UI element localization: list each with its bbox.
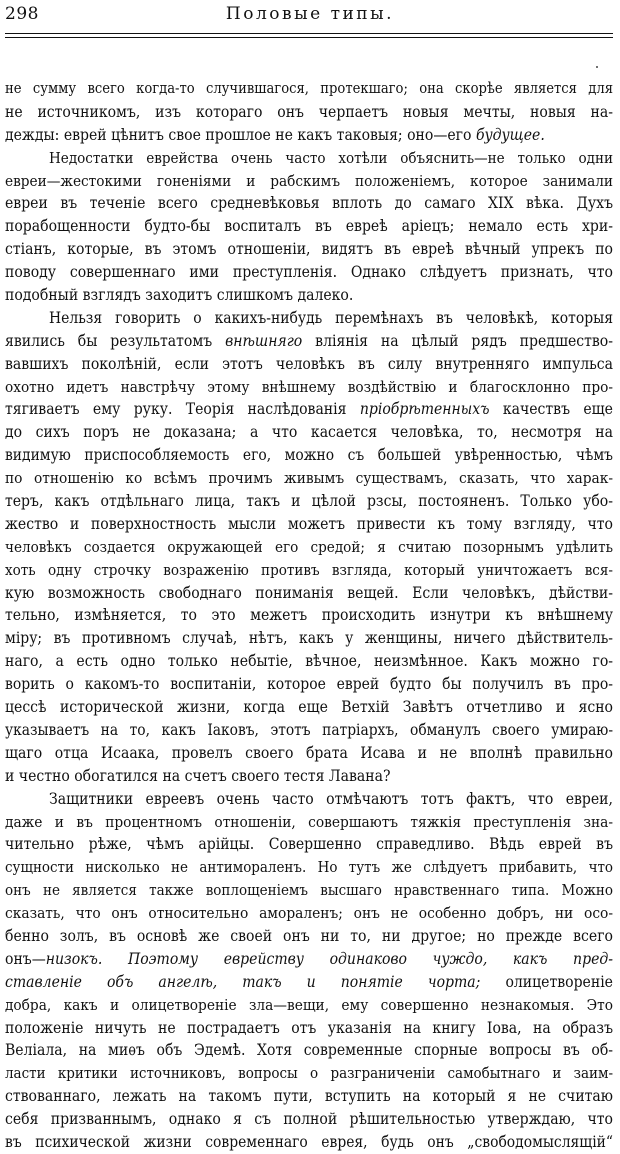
text-line <box>5 124 613 147</box>
speck-mark <box>596 66 598 68</box>
line-text: не сумму всего когда-то случившагося, протекшаго; она скорѣе является для <box>5 80 613 97</box>
running-title: Половые типы. <box>225 4 395 24</box>
text-line <box>5 421 613 444</box>
line-text: указываетъ на то, какъ Іаковъ, этотъ патріархъ, обманулъ своего умираю- <box>5 720 613 739</box>
line-text: наго, а есть одно только небытіе, вѣчное, неизмѣнное. Какъ можно го- <box>5 652 613 671</box>
line-text: вліянія на цѣлый рядъ предшество- <box>302 331 613 350</box>
text-line <box>5 856 613 879</box>
line-text: сказать, что онъ относительно амораленъ; онъ не особенно добръ, ни осо- <box>5 904 613 923</box>
line-text: цессѣ исторической жизни, когда еще Ветхій Завѣтъ отчетливо и ясно <box>5 698 613 717</box>
line-text: охотно идетъ навстрѣчу этому внѣшнему воздѣйствію и благосклонно про- <box>5 377 613 396</box>
line-text: евреи—жестокими гоненіями и рабскимъ положеніемъ, которое занимали <box>5 171 613 190</box>
line-italic: внѣшняго <box>225 331 303 350</box>
line-text: ворить о какомъ-то воспитаніи, которое еврей будто бы получилъ въ про- <box>5 675 613 694</box>
text-line <box>5 811 613 834</box>
line-text: чительно рѣже, чѣмъ арійцы. Совершенно справедливо. Вѣдь еврей въ <box>5 835 613 854</box>
text-line <box>5 353 613 376</box>
text-line <box>5 284 613 307</box>
text-line <box>5 559 613 582</box>
line-text: по отношенію ко всѣмъ прочимъ живымъ существамъ, сказать, что харак- <box>5 469 613 488</box>
text-line <box>5 1131 613 1154</box>
body-text <box>5 78 613 1154</box>
line-text: Нельзя говорить о какихъ-нибудь перемѣнахъ въ человѣкѣ, которыя <box>49 308 613 327</box>
text-line <box>5 170 613 193</box>
text-line <box>5 1039 613 1062</box>
text-line <box>5 101 613 124</box>
text-line <box>5 788 613 811</box>
text-line <box>5 147 613 170</box>
line-text: хоть одну строчку возраженію противъ взгляда, который уничтожаетъ вся- <box>5 560 613 579</box>
line-text: кую возможность свободнаго пониманія вещей. Если человѣкъ, дѣйстви- <box>5 583 613 602</box>
line-text: онъ не является также воплощеніемъ высшаго нравственнаго типа. Можно <box>5 881 613 900</box>
line-text: до сихъ поръ не доказана; а что касается человѣка, то, несмотря на <box>5 423 613 442</box>
text-line <box>5 307 613 330</box>
line-text: и честно обогатился на счетъ своего тестя Лавана? <box>5 766 391 785</box>
line-text: вавшихъ поколѣній, если этотъ человѣкъ въ силу внутренняго импульса <box>5 354 613 373</box>
line-text: себя призваннымъ, однако я съ полной рѣшительностью утверждаю, что <box>5 1110 613 1129</box>
line-text: Защитники евреевъ очень часто отмѣчаютъ тотъ фактъ, что евреи, <box>49 789 613 808</box>
text-line <box>5 398 613 421</box>
line-text: теръ, какъ отдѣльнаго лица, такъ и цѣлой рзсы, постояненъ. Только убо- <box>5 492 613 511</box>
text-line <box>5 78 613 101</box>
line-text: Веліала, на миѳъ объ Эдемѣ. Хотя современные спорные вопросы въ об- <box>5 1041 613 1060</box>
page-header <box>5 4 615 30</box>
text-line <box>5 376 613 399</box>
text-line <box>5 742 613 765</box>
text-line <box>5 444 613 467</box>
line-text: міру; въ противномъ случаѣ, нѣтъ, какъ у женщины, ничего дѣйствитель- <box>5 629 613 648</box>
line-text: Недостатки еврейства очень часто хотѣли объяснить—не только одни <box>49 148 613 167</box>
text-line <box>5 513 613 536</box>
text-line <box>5 261 613 284</box>
text-line <box>5 1085 613 1108</box>
text-line <box>5 1062 613 1085</box>
line-italic: ставленіе объ ангелѣ, такъ и понятіе чорта; <box>5 972 481 991</box>
line-italic: низокъ. Поэтому еврейству одинаково чуждо, какъ пред- <box>45 949 613 968</box>
text-line <box>5 536 613 559</box>
line-text: щаго отца Исаака, провелъ своего брата Исава и не вполнѣ правильно <box>5 743 613 762</box>
line-text: человѣкъ создается окружающей его средой; я считаю позорнымъ удѣлить <box>5 537 613 556</box>
line-text: подобный взглядъ заходитъ слишкомъ далеко. <box>5 286 354 305</box>
line-text: жество и поверхностность мысли можетъ привести къ тому взгляду, что <box>5 514 613 533</box>
text-line <box>5 467 613 490</box>
text-line <box>5 925 613 948</box>
text-line <box>5 604 613 627</box>
text-line <box>5 238 613 261</box>
text-line <box>5 879 613 902</box>
text-line <box>5 215 613 238</box>
text-line <box>5 673 613 696</box>
line-text: качествъ еще <box>489 400 613 419</box>
line-text: стіанъ, которые, въ этомъ отношеніи, видятъ въ евреѣ вѣчный упрекъ по <box>5 240 613 259</box>
line-text: добра, какъ и олицетвореніе зла—вещи, ему совершенно незнакомыя. Это <box>5 995 613 1014</box>
page-number: 298 <box>5 4 39 24</box>
text-line <box>5 490 613 513</box>
line-text: евреи въ теченіе всего средневѣковья вплоть до самаго XIX вѣка. Духъ <box>5 194 613 213</box>
line-text: въ психической жизни современнаго еврея, будь онъ „свободомыслящій“ <box>5 1132 613 1151</box>
line-text: положеніе ничуть не пострадаетъ отъ указанія на книгу Іова, на образъ <box>5 1018 613 1037</box>
line-text: бенно золъ, въ основѣ же своей онъ ни то, ни другое; но прежде всего <box>5 926 613 945</box>
text-line <box>5 627 613 650</box>
line-text: тягиваетъ ему руку. Теорія наслѣдованія <box>5 400 360 419</box>
line-text: даже и въ процентномъ отношеніи, совершаютъ тяжкія преступленія зна- <box>5 812 613 831</box>
line-text: поводу совершеннаго ими преступленія. Однако слѣдуетъ признать, что <box>5 263 613 282</box>
text-line <box>5 330 613 353</box>
line-text: порабощенности будто-бы воспиталъ въ евреѣ аріецъ; немало есть хри- <box>5 217 613 236</box>
text-line <box>5 902 613 925</box>
text-line <box>5 948 613 971</box>
line-italic: пріобрѣтенныхъ <box>359 400 490 419</box>
header-rule <box>5 33 613 34</box>
text-line <box>5 719 613 742</box>
line-text: явились бы результатомъ <box>5 331 226 350</box>
line-italic: будущее. <box>475 125 545 144</box>
text-line <box>5 971 613 994</box>
line-text: ласти критики источниковъ, вопросы о разграниченіи самобытнаго и заим- <box>5 1064 613 1083</box>
line-text: ствованнаго, лежать на такомъ пути, вступить на который я не считаю <box>5 1087 613 1106</box>
text-line <box>5 765 613 788</box>
line-text: тельно, измѣняется, то это межетъ происходить изнутри къ внѣшнему <box>5 606 613 625</box>
text-line <box>5 582 613 605</box>
text-line <box>5 1108 613 1131</box>
line-text: онъ— <box>5 949 46 968</box>
text-line <box>5 650 613 673</box>
line-text: не источникомъ, изъ котораго онъ черпаетъ новыя мечты, новыя на- <box>5 102 613 121</box>
text-line <box>5 696 613 719</box>
text-line <box>5 833 613 856</box>
line-text: дежды: еврей цѣнитъ свое прошлое не какъ таковыя; оно—его <box>5 125 476 144</box>
header-rule-thin <box>5 37 613 38</box>
line-text: сущности нисколько не антимораленъ. Но тутъ же слѣдуетъ прибавить, что <box>5 858 613 877</box>
line-text: олицетвореніе <box>480 972 613 991</box>
text-line <box>5 192 613 215</box>
line-text: видимую приспособляемость его, можно съ большей увѣренностью, чѣмъ <box>5 446 613 465</box>
text-line <box>5 1017 613 1040</box>
text-line <box>5 994 613 1017</box>
